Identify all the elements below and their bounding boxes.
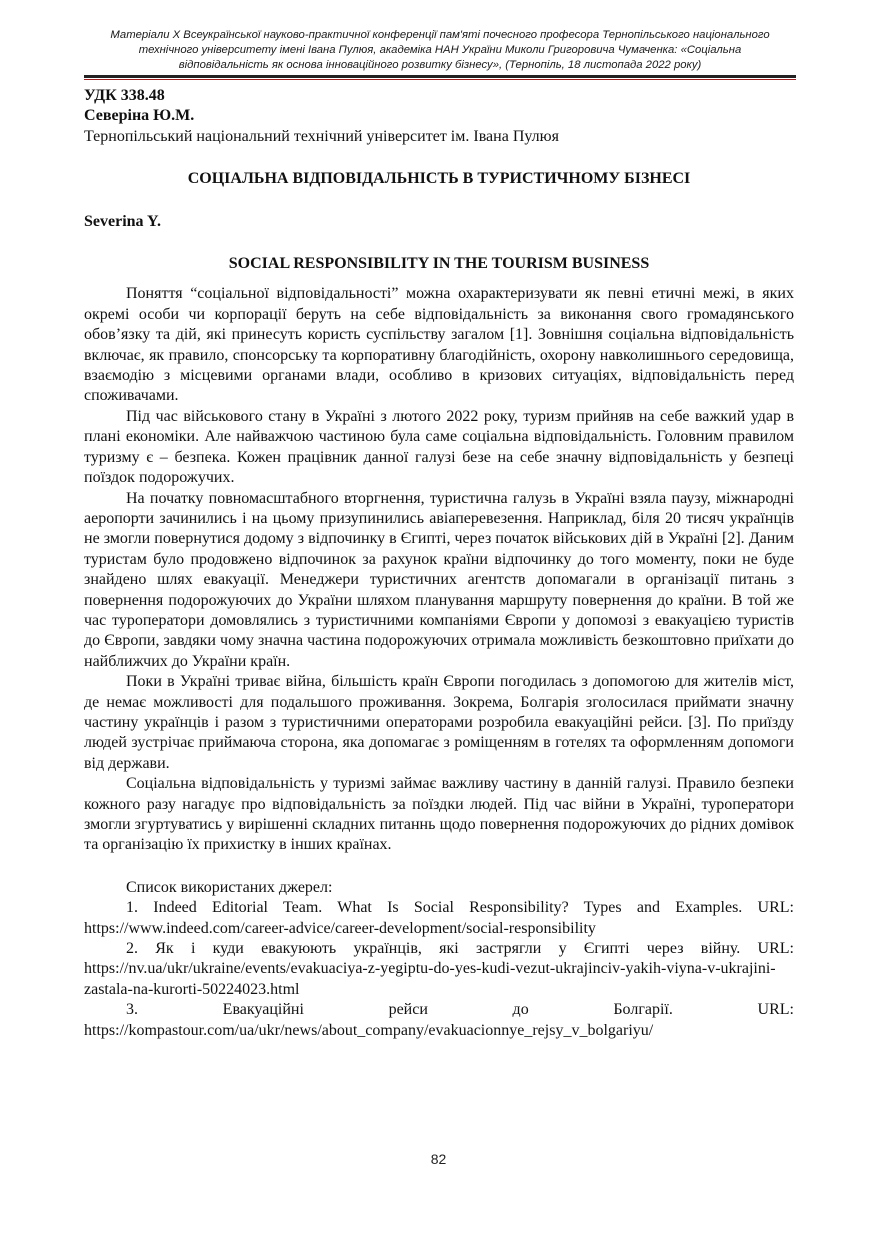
header-line: Матеріали X Всеукраїнської науково-практичної конференції пам'яті почесного професора Тернопільського національного bbox=[110, 29, 770, 41]
udc-code: УДК 338.48 bbox=[84, 87, 165, 104]
reference-item: 1. Indeed Editorial Team. What Is Social Responsibility? Types and Examples. URL: https://www.indeed.com/career-advice/career-development/social-responsibility bbox=[84, 899, 794, 937]
article-title: СОЦІАЛЬНА ВІДПОВІДАЛЬНІСТЬ В ТУРИСТИЧНОМУ БІЗНЕСІ bbox=[187, 170, 691, 188]
references-heading: Список використаних джерел: bbox=[126, 878, 333, 896]
author-name-en: Severina Y. bbox=[84, 212, 162, 230]
author-affiliation: Тернопільський національний технічний університет ім. Івана Пулюя bbox=[84, 127, 559, 145]
body-paragraph: Під час військового стану в Україні з лютого 2022 року, туризм прийняв на себе важкий удар в плані економіки. Але найважчою частиною була саме соціальна відповідальність. Головним правилом туризму є – безпека. Кожен працівник данної галузі безе на себе значну відповідальність у безпеці поїздок подорожучих. bbox=[84, 407, 794, 487]
header-divider-accent bbox=[84, 79, 796, 80]
page-number: 82 bbox=[430, 1151, 447, 1167]
reference-item: 2. Як і куди евакуюють українців, які застрягли у Єгипті через війну. URL: https://nv.ua/ukr/ukraine/events/evakuaciya-z-yegiptu-do-yes-kudi-vezut-ukrajinciv-yakih-viyna-v-ukrajini-zastala-na-kurorti-50224023.html bbox=[84, 940, 794, 998]
body-paragraph: На початку повномасштабного вторгнення, туристична галузь в Україні взяла паузу, міжнародні аеропорти зачинились і на цьому призупинились авіаперевезення. Наприклад, біля 20 тисяч українців не змогли повернутися додому з відпочинку в Єгипті, через початок військових дій в Україні [2]. Даним туристам було продовжено відпочинок за рахунок країни відпочинку до того моменту, поки не буде знайдено шлях евакуації. Менеджери туристичних агентств допомагали в організації питань з повернення подорожуючих до України шляхом планування маршруту повернення до країни. В той же час туроператори домовлялись з туристичними компаніями Європи у допомозі з евакуацією туристів до Європи, завдяки чому значна частина подорожуючих отримала можливість безкоштовно приїхати до найближчих до України країн. bbox=[84, 489, 794, 670]
header-divider bbox=[84, 75, 796, 78]
author-name: Северіна Ю.М. bbox=[84, 107, 195, 125]
body-paragraph: Поняття “соціальної відповідальності” можна охарактеризувати як певні етичні межі, в яких окремі особи чи корпорації беруть на себе відповідальність за виконання свого громадянського обов’язку та дій, які принесуть користь суспільству загалом [1]. Зовнішня соціальна відповідальність включає, як правило, спонсорську та корпоративну благодійність, охорону навколишнього середовища, взаємодію з місцевими органами влади, особливо в кризових ситуаціях, відповідальність перед споживачами. bbox=[84, 285, 794, 405]
header-line: відповідальність як основа інноваційного розвитку бізнесу», (Тернопіль, 18 листопада 2022 року) bbox=[178, 59, 702, 71]
article-body bbox=[84, 86, 794, 1041]
body-paragraph: Поки в Україні триває війна, більшість країн Європи погодилась з допомогою для жителів міст, де немає можливості для подальшого проживання. Зокрема, Болгарія зголосилася приймати значну частину українців і разом з туристичними операторами розробила евакуаційні рейси. [3]. По приїзду людей зустрічає приймаюча сторона, яка допомагає з роміщенням в готелях та оформленням допомоги від держави. bbox=[84, 673, 794, 772]
reference-item: 3. Евакуаційні рейси до Болгарії. URL: https://kompastour.com/ua/ukr/news/about_company/evakuacionnye_rejsy_v_bolgariyu/ bbox=[84, 1001, 794, 1039]
body-paragraph: Соціальна відповідальність у туризмі займає важливу частину в данній галузі. Правило безпеки кожного разу нагадує про відповідальність за поїздки людей. Під час війни в Україні, туроператори змогли згуртуватись у вирішенні складних питаннь щодо повернення подорожуючих до рідних домівок та організацію їх прихистку в інших країнах. bbox=[84, 775, 794, 854]
header-line: технічного університету імені Івана Пулюя, академіка НАН України Миколи Григоровича Чумаченка: «Соціальна bbox=[138, 44, 742, 56]
article-title-en: SOCIAL RESPONSIBILITY IN THE TOURISM BUSINESS bbox=[228, 255, 650, 273]
running-header bbox=[84, 28, 796, 73]
